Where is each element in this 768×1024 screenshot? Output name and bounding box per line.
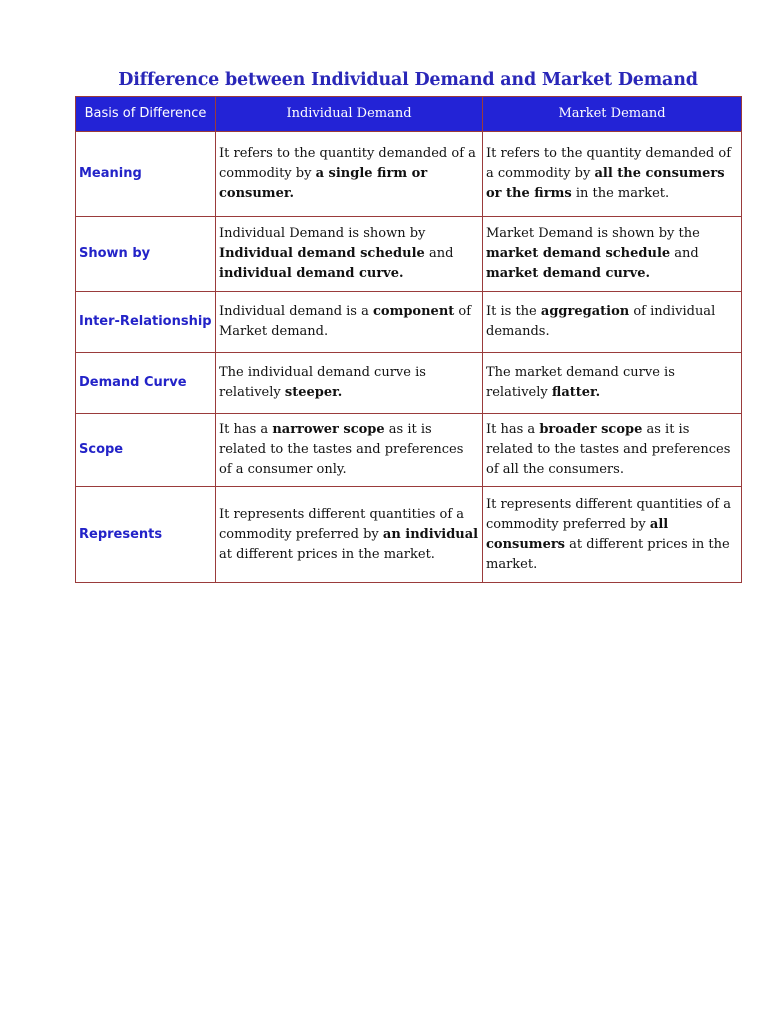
text-run: It has a [486,422,540,437]
row-basis-label: Represents [76,487,216,583]
row-basis-label: Demand Curve [76,353,216,414]
header-individual-demand: Individual Demand [216,97,483,132]
bold-text: all consumers [486,516,669,552]
bold-text: aggregation [540,304,630,319]
row-basis-label: Scope [76,414,216,487]
bold-text: steeper. [284,385,343,400]
text-run: as it is related to the tastes and preferences of a consumer only. [219,422,464,477]
text-run: Individual demand is a [219,304,373,319]
bold-text: component [373,304,455,319]
table-row [76,353,742,414]
text-run: of Market demand. [219,304,472,339]
text-run: The market demand curve is relatively [486,365,675,400]
comparison-table [75,96,742,583]
table-header-row [76,97,742,132]
text-run: It represents different quantities of a commodity preferred by [219,506,465,542]
row-basis-label: Inter-Relationship [76,292,216,353]
individual-cell [216,414,483,487]
bold-text: broader scope [539,422,643,437]
text-run: The individual demand curve is relatively [219,365,426,400]
text-run: in the market. [571,186,670,201]
market-cell [483,292,742,353]
text-run: It represents different quantities of a commodity preferred by [486,496,732,532]
bold-text: market demand curve. [486,266,651,281]
individual-cell [216,132,483,217]
bold-text: flatter. [551,385,601,400]
bold-text: an individual [382,526,479,542]
table-row [76,292,742,353]
bold-text: Individual demand schedule [219,246,425,261]
individual-cell [216,292,483,353]
market-cell [483,132,742,217]
bold-text: narrower scope [272,422,385,437]
bold-text: all the consumers or the firms [486,166,725,201]
header-basis: Basis of Difference [76,97,216,132]
market-cell [483,414,742,487]
table-row [76,132,742,217]
text-run: as it is related to the tastes and preferences of all the consumers. [486,422,731,477]
table-row [76,414,742,487]
text-run: It is the [486,304,541,319]
text-run: Individual Demand is shown by [219,226,426,241]
row-basis-label: Meaning [76,132,216,217]
text-run: It refers to the quantity demanded of a commodity by [486,146,732,181]
bold-text: market demand schedule [486,246,671,261]
text-run: at different prices in the market. [219,546,435,562]
individual-cell [216,487,483,583]
bold-text: a single firm or consumer. [219,166,428,201]
text-run: at different prices in the market. [486,536,730,572]
table-row [76,487,742,583]
individual-cell [216,353,483,414]
text-run: It refers to the quantity demanded of a commodity by [219,146,476,181]
text-run: of individual demands. [486,304,716,339]
individual-cell [216,217,483,292]
text-run: and [670,246,699,261]
document-title: Difference between Individual Demand and Market Demand [118,70,698,90]
text-run: Market Demand is shown by the [486,226,700,241]
bold-text: individual demand curve. [219,266,404,281]
market-cell [483,353,742,414]
market-cell [483,487,742,583]
header-market-demand: Market Demand [483,97,742,132]
text-run: It has a [219,422,273,437]
table-row [76,217,742,292]
row-basis-label: Shown by [76,217,216,292]
text-run: and [424,246,454,261]
market-cell [483,217,742,292]
